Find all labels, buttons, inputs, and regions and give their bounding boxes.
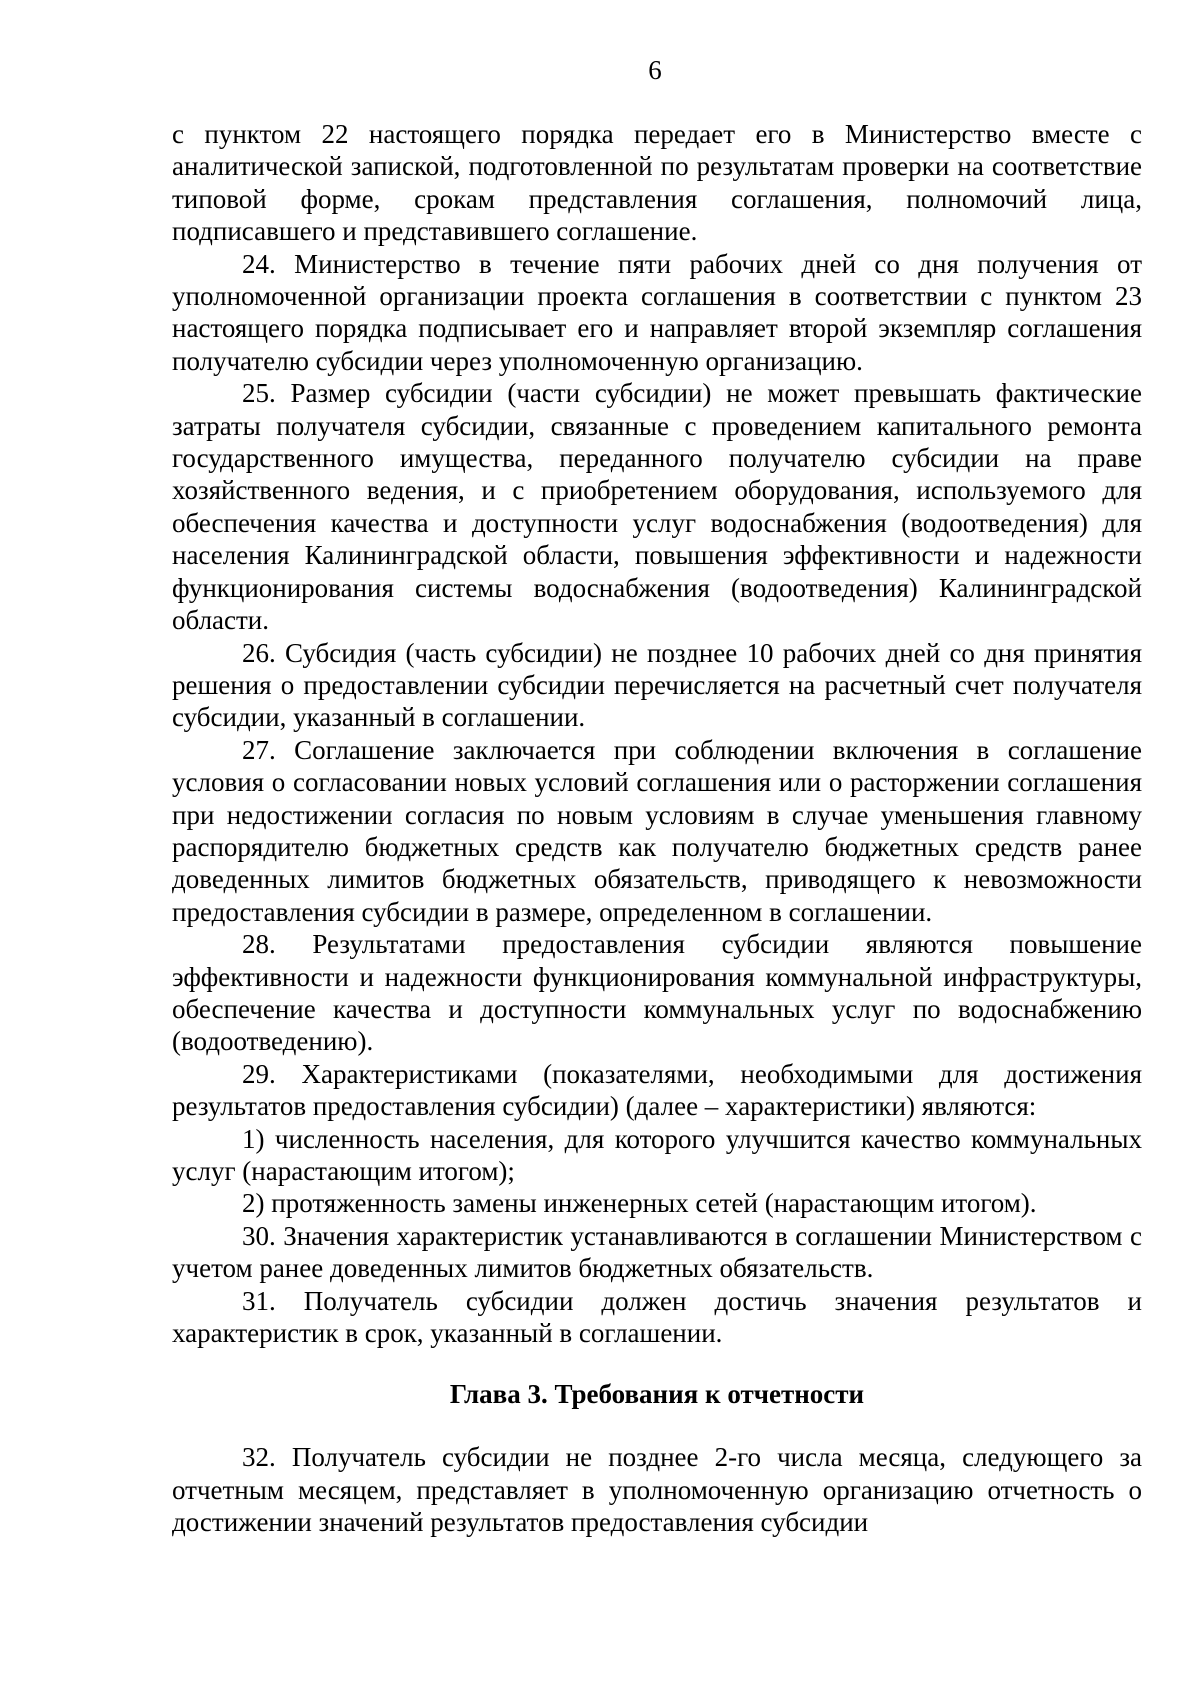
page-number: 6 — [648, 55, 662, 85]
paragraph-25: 25. Размер субсидии (части субсидии) не может превышать фактические затраты получателя субсидии, связанные с проведением капитального ремонта государственного имущества, переданного получателю субсидии на праве хозяйственного ведения, и с приобретением оборудования, используемого для обеспечения качества и доступности услуг водоснабжения (водоотведения) для населения Калининградской области, повышения эффективности и надежности функционирования системы водоснабжения (водоотведения) Калининградской области. — [172, 378, 1142, 636]
document-body — [172, 118, 1142, 1539]
paragraph-32: 32. Получатель субсидии не позднее 2-го числа месяца, следующего за отчетным месяцем, представляет в уполномоченную организацию отчетность о достижении значений результатов предоставления субсидии — [172, 1442, 1142, 1538]
paragraph-30: 30. Значения характеристик устанавливаются в соглашении Министерством с учетом ранее доведенных лимитов бюджетных обязательств. — [172, 1220, 1142, 1284]
paragraph-31: 31. Получатель субсидии должен достичь значения результатов и характеристик в срок, указанный в соглашении. — [172, 1285, 1142, 1349]
list-item-2: 2) протяженность замены инженерных сетей (нарастающим итогом). — [242, 1188, 1037, 1219]
paragraph-27: 27. Соглашение заключается при соблюдении включения в соглашение условия о согласовании новых условий соглашения или о расторжении соглашения при недостижении согласия по новым условиям в случае уменьшения главному распорядителю бюджетных средств как получателю бюджетных средств ранее доведенных лимитов бюджетных обязательств, приводящего к невозможности предоставления субсидии в размере, определенном в соглашении. — [172, 734, 1142, 927]
list-item-1: 1) численность населения, для которого улучшится качество коммунальных услуг (нарастающим итогом); — [172, 1123, 1142, 1186]
chapter-heading: Глава 3. Требования к отчетности — [449, 1379, 865, 1410]
paragraph-26: 26. Субсидия (часть субсидии) не позднее 10 рабочих дней со дня принятия решения о предоставлении субсидии перечисляется на расчетный счет получателя субсидии, указанный в соглашении. — [172, 637, 1142, 733]
paragraph-continuation: с пунктом 22 настоящего порядка передает его в Министерство вместе с аналитической запиской, подготовленной по результатам проверки на соответствие типовой форме, срокам представления соглашения, полномочий лица, подписавшего и представившего соглашение. — [172, 119, 1142, 247]
paragraph-29: 29. Характеристиками (показателями, необходимыми для достижения результатов предоставления субсидии) (далее – характеристики) являются: — [172, 1058, 1142, 1122]
paragraph-28: 28. Результатами предоставления субсидии являются повышение эффективности и надежности функционирования коммунальной инфраструктуры, обеспечение качества и доступности коммунальных услуг по водоснабжению (водоотведению). — [172, 929, 1142, 1057]
paragraph-24: 24. Министерство в течение пяти рабочих дней со дня получения от уполномоченной организации проекта соглашения в соответствии с пунктом 23 настоящего порядка подписывает его и направляет второй экземпляр соглашения получателю субсидии через уполномоченную организацию. — [172, 248, 1142, 376]
